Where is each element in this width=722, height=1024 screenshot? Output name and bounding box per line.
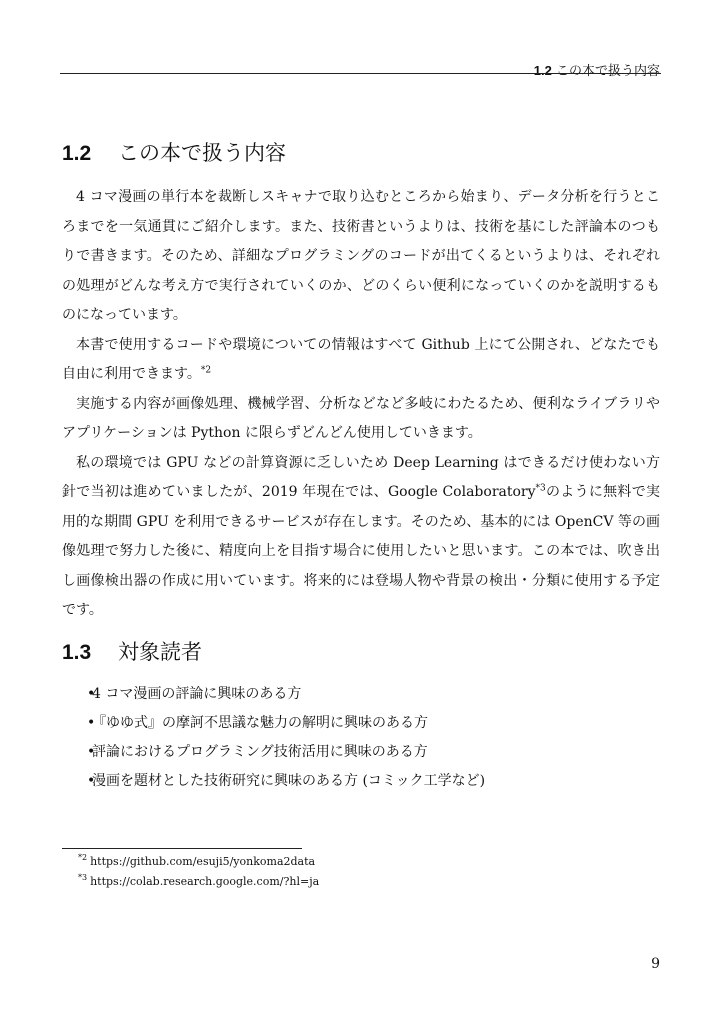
footnote-link[interactable]: https://colab.research.google.com/?hl=ja bbox=[90, 875, 320, 888]
section-number: 1.2 bbox=[62, 142, 92, 165]
list-item-text: 漫画を題材とした技術研究に興味のある方 (コミック工学など) bbox=[92, 773, 486, 789]
paragraph-4 bbox=[62, 449, 660, 626]
footnote-mark: *2 bbox=[78, 853, 88, 863]
section-1-2 bbox=[62, 137, 660, 626]
running-head-title: この本で扱う内容 bbox=[555, 64, 660, 79]
list-item bbox=[62, 738, 660, 767]
paragraph-2 bbox=[62, 331, 660, 390]
bullet-icon bbox=[87, 767, 95, 796]
running-head-rule bbox=[60, 73, 661, 74]
section-number: 1.3 bbox=[62, 641, 92, 664]
footnote-3 bbox=[78, 872, 319, 892]
section-title-text: この本で扱う内容 bbox=[118, 141, 286, 165]
footnote-ref-3[interactable]: *3 bbox=[535, 483, 546, 494]
paragraph-4-text-a: 私の環境では GPU などの計算資源に乏しいため Deep Learning はできるだけ使わない方針で当初は進めていましたが、2019 年現在では、Google Colaboratory bbox=[62, 454, 660, 500]
footnote-2 bbox=[78, 852, 319, 872]
section-1-3 bbox=[62, 636, 660, 796]
paragraph-3: 実施する内容が画像処理、機械学習、分析などなど多岐にわたるため、便利なライブラリやアプリケーションは Python に限らずどんどん使用していきます。 bbox=[62, 395, 660, 441]
section-body bbox=[62, 183, 660, 626]
list-item-text: 評論におけるプログラミング技術活用に興味のある方 bbox=[92, 744, 428, 760]
footnote-mark: *3 bbox=[78, 873, 88, 883]
list-item bbox=[62, 680, 660, 709]
footnote-rule bbox=[62, 848, 302, 849]
running-head bbox=[534, 60, 660, 79]
list-item bbox=[62, 709, 660, 738]
paragraph-2-text: 本書で使用するコードや環境についての情報はすべて Github 上にて公開され、どなたでも自由に利用できます。 bbox=[62, 336, 660, 382]
bullet-icon bbox=[87, 709, 95, 738]
page-number: 9 bbox=[651, 956, 660, 972]
reader-list bbox=[62, 680, 660, 796]
section-title-1-2 bbox=[62, 137, 660, 167]
bullet-icon bbox=[87, 738, 95, 767]
section-title-text: 対象読者 bbox=[118, 640, 202, 664]
list-item-text: 『ゆゆ式』の摩訶不思議な魅力の解明に興味のある方 bbox=[92, 715, 428, 731]
bullet-icon bbox=[87, 680, 95, 709]
running-head-number: 1.2 bbox=[533, 63, 552, 78]
list-item bbox=[62, 767, 660, 796]
paragraph-4-text-b: のように無料で実用的な期間 GPU を利用できるサービスが存在します。そのため、基本的には OpenCV 等の画像処理で努力した後に、精度向上を目指す場合に使用したいと思います。この本では、吹き出し画像検出器の作成に用いています。将来的には登場人物や背景の検出・分類に使用する予定です。 bbox=[62, 484, 660, 618]
paragraph-1: 4 コマ漫画の単行本を裁断しスキャナで取り込むところから始まり、データ分析を行うところまでを一気通貫にご紹介します。また、技術書というよりは、技術を基にした評論本のつもりで書きます。そのため、詳細なプログラミングのコードが出てくるというよりは、それぞれの処理がどんな考え方で実行されていくのか、どのくらい便利になっていくのかを説明するものになっています。 bbox=[62, 189, 660, 323]
list-item-text: 4 コマ漫画の評論に興味のある方 bbox=[92, 686, 302, 702]
section-title-1-3 bbox=[62, 636, 660, 666]
footnote-link[interactable]: https://github.com/esuji5/yonkoma2data bbox=[90, 855, 316, 868]
footnotes bbox=[78, 852, 319, 892]
footnote-ref-2[interactable]: *2 bbox=[200, 365, 212, 376]
